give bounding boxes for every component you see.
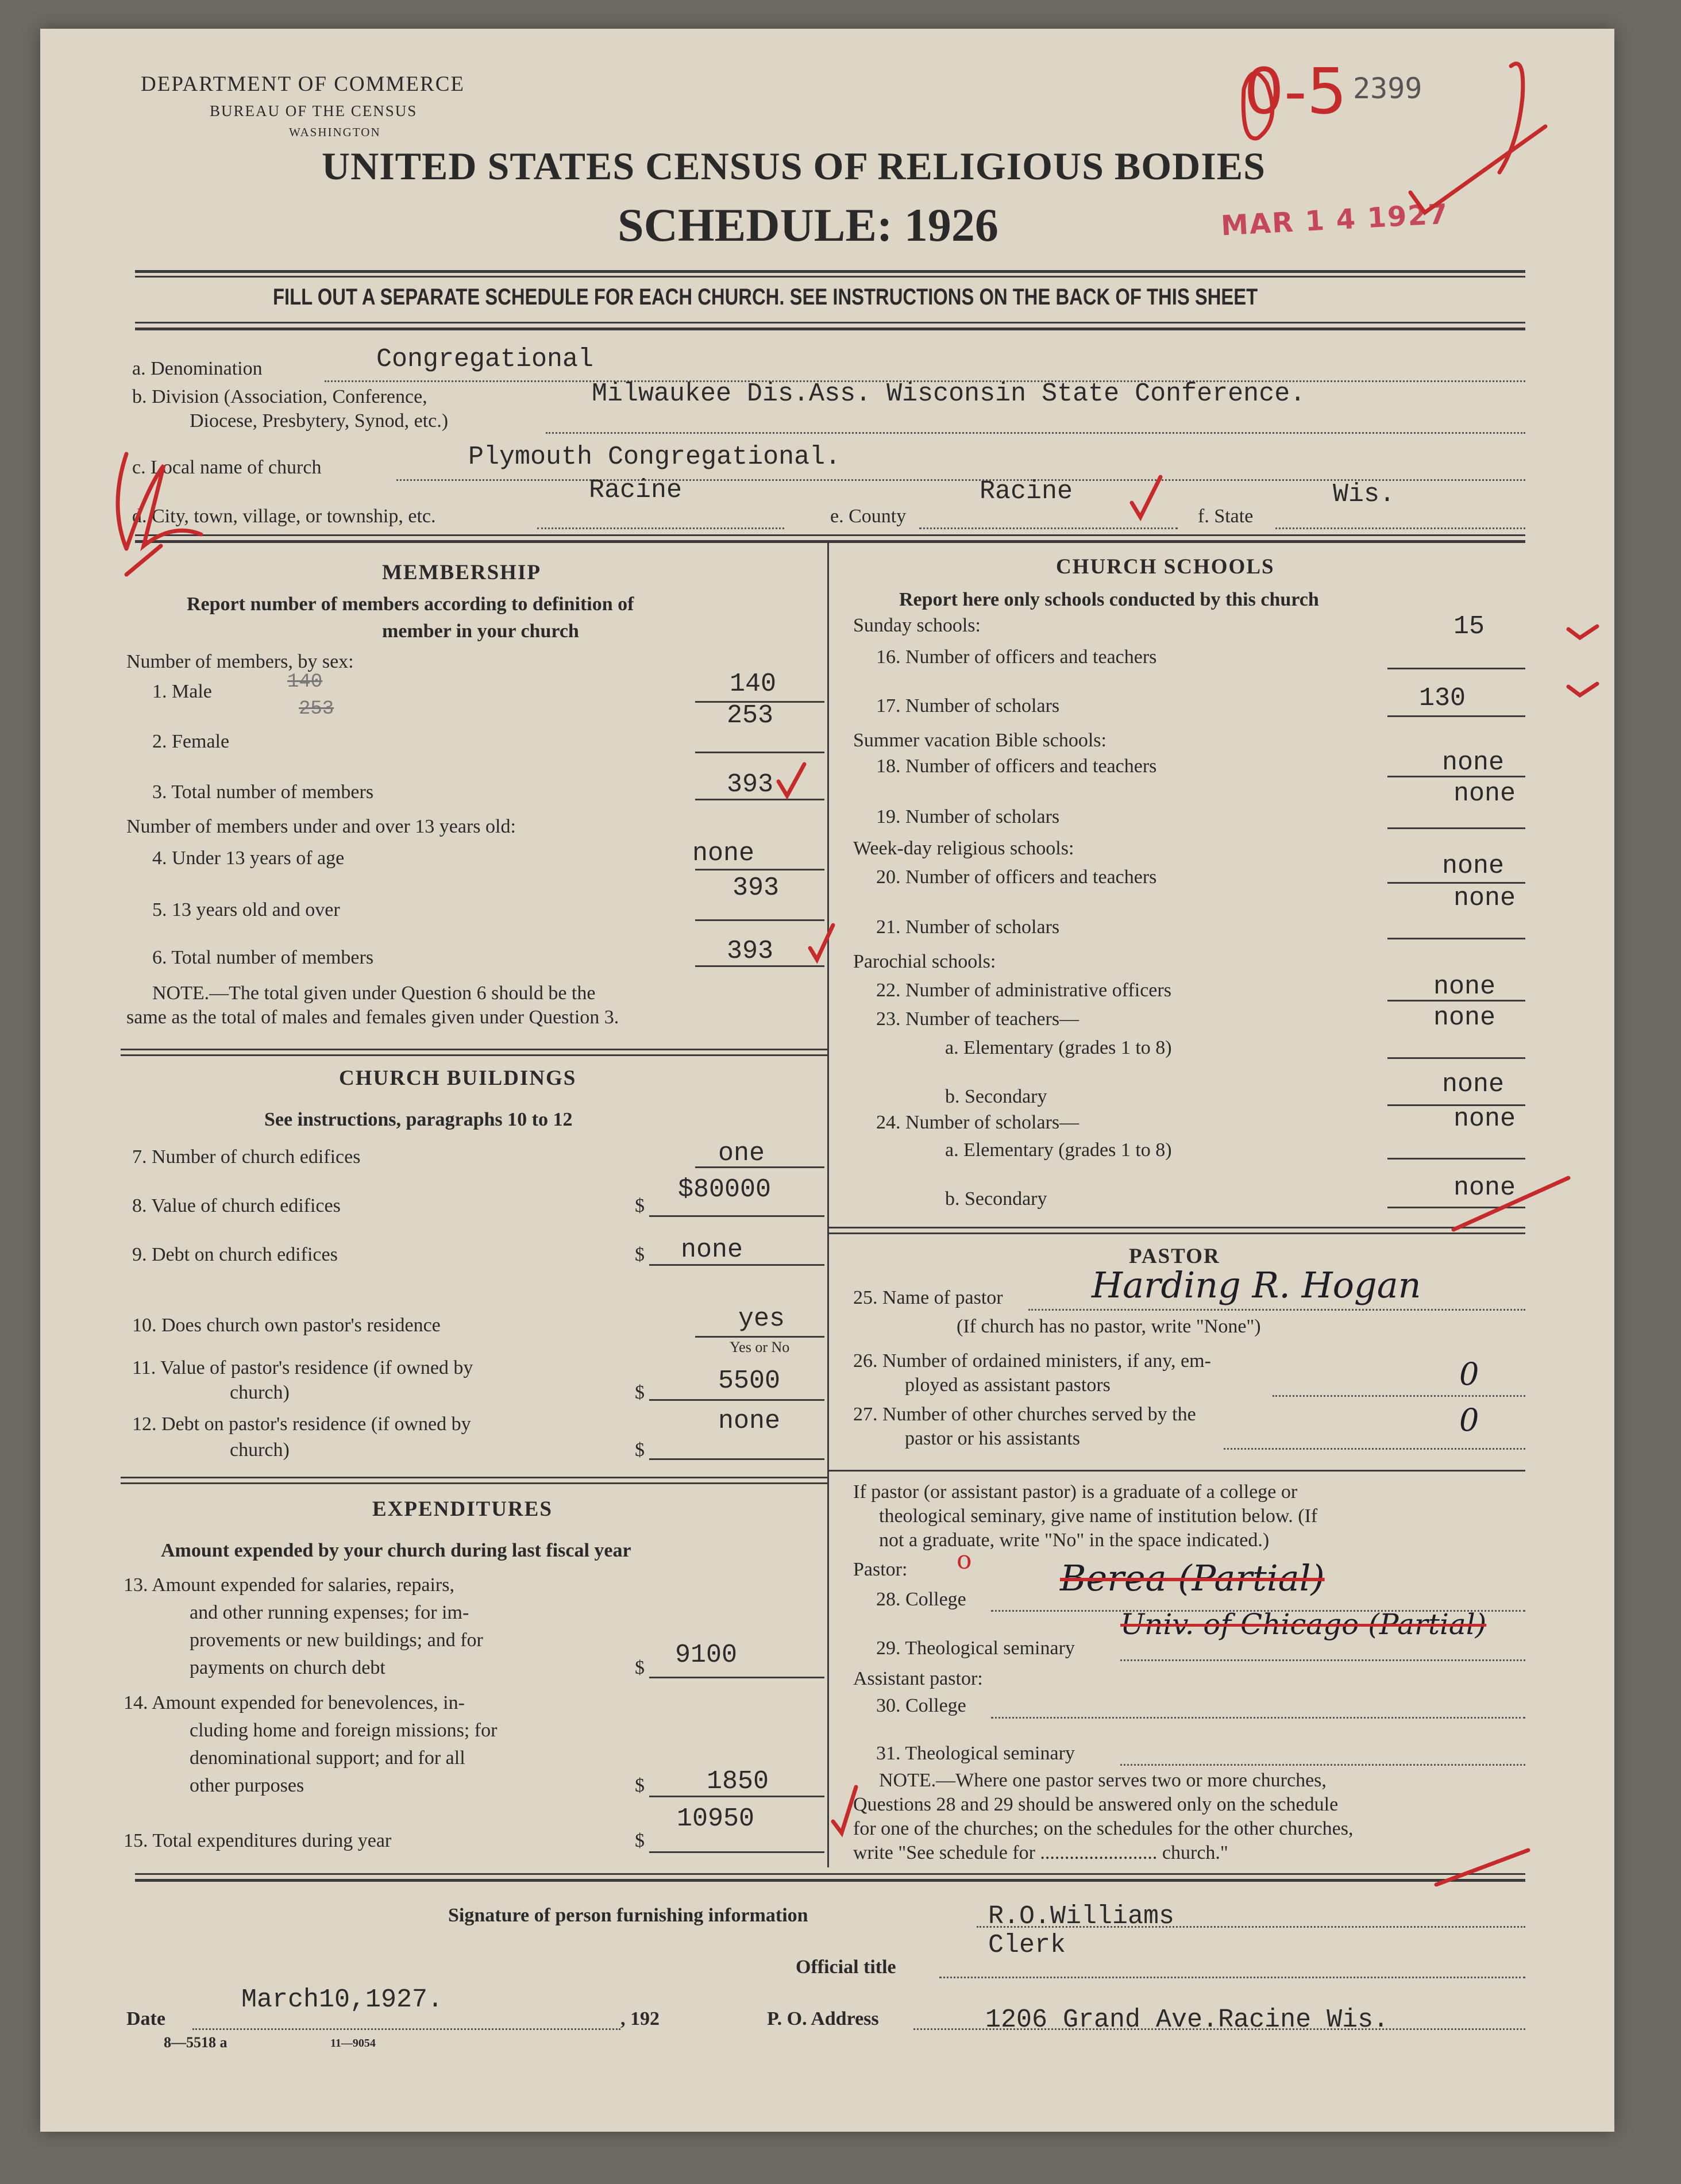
county-value[interactable]: Racine [980, 477, 1073, 506]
q24b-value[interactable]: none [1453, 1173, 1516, 1203]
buildings-sub: See instructions, paragraphs 10 to 12 [264, 1109, 573, 1130]
q11-value[interactable]: 5500 [718, 1366, 781, 1396]
red-margin-mark [118, 454, 201, 575]
q25-label: 25. Name of pastor [853, 1287, 1003, 1308]
department-label: DEPARTMENT OF COMMERCE [141, 72, 465, 96]
official-title-label: Official title [796, 1956, 896, 1978]
dollar-sign: $ [635, 1439, 645, 1461]
division-label: b. Division (Association, Conference, [132, 386, 427, 407]
q13-label-4: payments on church debt [190, 1657, 385, 1678]
q3-value[interactable]: 393 [727, 770, 774, 799]
dollar-sign: $ [635, 1195, 645, 1216]
q14-label-4: other purposes [190, 1775, 304, 1796]
q17-value[interactable]: 130 [1419, 684, 1466, 713]
q7-label: 7. Number of church edifices [132, 1146, 361, 1168]
dollar-sign: $ [635, 1657, 645, 1678]
q27-label: 27. Number of other churches served by the [853, 1404, 1196, 1425]
q23b-value[interactable]: none [1442, 1070, 1505, 1099]
pastor-sublabel: Pastor: [853, 1559, 908, 1580]
sunday-heading: Sunday schools: [853, 615, 981, 636]
q17-label: 17. Number of scholars [876, 695, 1060, 717]
q21-label: 21. Number of scholars [876, 916, 1060, 938]
schools-heading: CHURCH SCHOOLS [1056, 555, 1275, 579]
denomination-label: a. Denomination [132, 358, 263, 379]
q23-label: 23. Number of teachers— [876, 1008, 1079, 1030]
q26-label-2: ployed as assistant pastors [905, 1374, 1111, 1396]
red-checkmark [833, 1787, 856, 1833]
q10-value[interactable]: yes [738, 1304, 785, 1334]
state-value[interactable]: Wis. [1333, 480, 1395, 509]
q14-label-2: cluding home and foreign missions; for [190, 1720, 498, 1741]
q13-value[interactable]: 9100 [675, 1640, 738, 1670]
received-date-stamp: MAR 1 4 1927 [1220, 198, 1449, 242]
schools-sub: Report here only schools conducted by this church [899, 589, 1319, 610]
q14-value[interactable]: 1850 [707, 1767, 769, 1796]
pastor-mark: o [957, 1546, 972, 1575]
official-title-value[interactable]: Clerk [988, 1931, 1066, 1960]
q19-value[interactable]: none [1453, 779, 1516, 808]
graduate-instructions-3: not a graduate, write "No" in the space indicated.) [879, 1530, 1270, 1551]
q13-label-2: and other running expenses; for im- [190, 1602, 469, 1623]
signature-value[interactable]: R.O.Williams [988, 1902, 1175, 1931]
city-label: d. City, town, village, or township, etc. [132, 506, 436, 527]
q12-value[interactable]: none [718, 1407, 781, 1436]
red-checkmark [1132, 477, 1160, 517]
dollar-sign: $ [635, 1775, 645, 1796]
q13-label-3: provements or new buildings; and for [190, 1630, 483, 1651]
bureau-label: BUREAU OF THE CENSUS [210, 102, 418, 120]
expenditures-sub: Amount expended by your church during last fiscal year [161, 1540, 631, 1561]
membership-heading: MEMBERSHIP [382, 561, 541, 584]
q18-value[interactable]: none [1442, 748, 1505, 777]
q27-label-2: pastor or his assistants [905, 1428, 1081, 1449]
q8-label: 8. Value of church edifices [132, 1195, 341, 1216]
q5-value[interactable]: 393 [732, 873, 780, 903]
signature-label: Signature of person furnishing information [448, 1905, 808, 1926]
red-stroke [1453, 1178, 1568, 1230]
q11-label-2: church) [230, 1382, 290, 1403]
yes-no-hint: Yes or No [730, 1339, 790, 1355]
schedule-title: SCHEDULE: 1926 [618, 199, 998, 251]
print-code: 11—9054 [330, 2037, 376, 2050]
parochial-heading: Parochial schools: [853, 951, 996, 972]
dollar-sign: $ [635, 1244, 645, 1265]
instructions-banner: FILL OUT A SEPARATE SCHEDULE FOR EACH CHURCH. SEE INSTRUCTIONS ON THE BACK OF THIS SHEET [273, 284, 1258, 310]
form-title: UNITED STATES CENSUS OF RELIGIOUS BODIES [322, 144, 1266, 188]
county-label: e. County [830, 506, 907, 527]
date-value[interactable]: March10,1927. [241, 1985, 444, 2014]
q1-value[interactable]: 140 [730, 669, 777, 699]
q2-crossed: 253 [299, 698, 334, 720]
age-heading: Number of members under and over 13 years old: [126, 816, 516, 837]
membership-note: NOTE.—The total given under Question 6 should be the [152, 983, 596, 1004]
q24-label: 24. Number of scholars— [876, 1112, 1079, 1133]
q27-value[interactable]: 0 [1459, 1402, 1479, 1438]
q26-value[interactable]: 0 [1459, 1356, 1479, 1392]
q6-label: 6. Total number of members [152, 947, 374, 968]
q23-value[interactable]: none [1433, 1003, 1496, 1033]
q13-label: 13. Amount expended for salaries, repairs, [124, 1574, 454, 1596]
q22-value[interactable]: none [1433, 972, 1496, 1002]
college-value[interactable]: Berea (Partial) [1060, 1557, 1325, 1599]
pastor-heading: PASTOR [1129, 1245, 1220, 1268]
weekday-heading: Week-day religious schools: [853, 838, 1074, 859]
seminary-value[interactable]: Univ. of Chicago (Partial) [1120, 1608, 1487, 1641]
pastor-note-4: write "See schedule for ........................ church." [853, 1842, 1228, 1863]
red-checkmark [810, 925, 833, 960]
q22-label: 22. Number of administrative officers [876, 980, 1171, 1001]
red-zero-loop [1243, 73, 1272, 138]
pastor-note-3: for one of the churches; on the schedules for the other churches, [853, 1818, 1354, 1839]
church-name-value[interactable]: Plymouth Congregational. [468, 442, 841, 472]
membership-intro-2: member in your church [382, 621, 579, 642]
pastor-name-value[interactable]: Harding R. Hogan [1092, 1264, 1421, 1306]
q7-value[interactable]: one [718, 1139, 765, 1168]
church-name-label: c. Local name of church [132, 457, 322, 478]
q1-crossed: 140 [287, 671, 323, 693]
q2-value[interactable]: 253 [727, 701, 774, 730]
form-code: 8—5518 a [164, 2034, 228, 2051]
form-number: 2399 [1353, 72, 1422, 105]
red-pencil-marks [40, 29, 1614, 2132]
q26-label: 26. Number of ordained ministers, if any, em- [853, 1350, 1211, 1372]
dollar-sign: $ [635, 1382, 645, 1403]
q29-label: 29. Theological seminary [876, 1638, 1075, 1659]
address-value[interactable]: 1206 Grand Ave.Racine Wis. [985, 2005, 1389, 2035]
q3-label: 3. Total number of members [152, 781, 374, 803]
q24-value[interactable]: none [1453, 1104, 1516, 1134]
q20-label: 20. Number of officers and teachers [876, 866, 1157, 888]
graduate-instructions: If pastor (or assistant pastor) is a graduate of a college or [853, 1481, 1298, 1503]
q8-value[interactable]: $80000 [678, 1175, 772, 1204]
q14-label: 14. Amount expended for benevolences, in- [124, 1692, 465, 1713]
city-value[interactable]: Racine [589, 476, 683, 505]
q24a-label: a. Elementary (grades 1 to 8) [945, 1139, 1172, 1161]
red-code: 0-5 [1244, 55, 1347, 128]
red-tick [1568, 684, 1597, 695]
by-sex-label: Number of members, by sex: [126, 651, 354, 672]
q4-label: 4. Under 13 years of age [152, 848, 345, 869]
buildings-heading: CHURCH BUILDINGS [339, 1066, 577, 1090]
q15-value[interactable]: 10950 [677, 1804, 755, 1834]
city-label: WASHINGTON [289, 125, 381, 139]
graduate-instructions-2: theological seminary, give name of institution below. (If [879, 1505, 1318, 1527]
division-label-2: Diocese, Presbytery, Synod, etc.) [190, 410, 449, 432]
q12-label-2: church) [230, 1439, 290, 1461]
q19-label: 19. Number of scholars [876, 806, 1060, 827]
q1-label: 1. Male [152, 681, 212, 702]
state-label: f. State [1198, 506, 1254, 527]
q12-label: 12. Debt on pastor's residence (if owned by [132, 1413, 471, 1435]
q31-label: 31. Theological seminary [876, 1743, 1075, 1764]
q20-value[interactable]: none [1442, 852, 1505, 881]
q16-value[interactable]: 15 [1453, 612, 1485, 641]
pastor-note: NOTE.—Where one pastor serves two or more churches, [879, 1770, 1327, 1791]
census-form [40, 29, 1614, 2132]
date-suffix: , 192 [620, 2008, 660, 2029]
q23a-label: a. Elementary (grades 1 to 8) [945, 1037, 1172, 1058]
q21-value[interactable]: none [1453, 884, 1516, 913]
red-checkmark [1410, 126, 1545, 213]
q11-label: 11. Value of pastor's residence (if owned by [132, 1357, 473, 1378]
q14-label-3: denominational support; and for all [190, 1747, 465, 1769]
q16-label: 16. Number of officers and teachers [876, 646, 1157, 668]
address-label: P. O. Address [767, 2008, 879, 2029]
denomination-value[interactable]: Congregational [376, 345, 594, 374]
red-checkmark [778, 764, 804, 796]
pastor-note-2: Questions 28 and 29 should be answered only on the schedule [853, 1794, 1339, 1815]
q25-hint: (If church has no pastor, write "None") [957, 1316, 1261, 1337]
summer-heading: Summer vacation Bible schools: [853, 730, 1106, 751]
q10-label: 10. Does church own pastor's residence [132, 1315, 441, 1336]
q23b-label: b. Secondary [945, 1086, 1047, 1107]
red-tick [1568, 626, 1597, 638]
q2-label: 2. Female [152, 731, 230, 752]
q9-value[interactable]: none [681, 1235, 743, 1265]
q30-label: 30. College [876, 1695, 966, 1716]
expenditures-heading: EXPENDITURES [372, 1497, 553, 1521]
q28-label: 28. College [876, 1589, 966, 1610]
red-stroke [1436, 1850, 1528, 1885]
division-value[interactable]: Milwaukee Dis.Ass. Wisconsin State Conference. [592, 379, 1306, 409]
membership-note-2: same as the total of males and females given under Question 3. [126, 1007, 619, 1028]
q24b-label: b. Secondary [945, 1188, 1047, 1210]
q5-label: 5. 13 years old and over [152, 899, 340, 920]
membership-intro: Report number of members according to definition of [187, 594, 634, 615]
q9-label: 9. Debt on church edifices [132, 1244, 338, 1265]
q18-label: 18. Number of officers and teachers [876, 756, 1157, 777]
q15-label: 15. Total expenditures during year [124, 1830, 392, 1851]
assistant-sublabel: Assistant pastor: [853, 1668, 983, 1689]
dollar-sign: $ [635, 1830, 645, 1851]
q6-value[interactable]: 393 [727, 937, 774, 966]
q4-value[interactable]: none [692, 839, 755, 868]
date-label: Date [126, 2008, 165, 2029]
